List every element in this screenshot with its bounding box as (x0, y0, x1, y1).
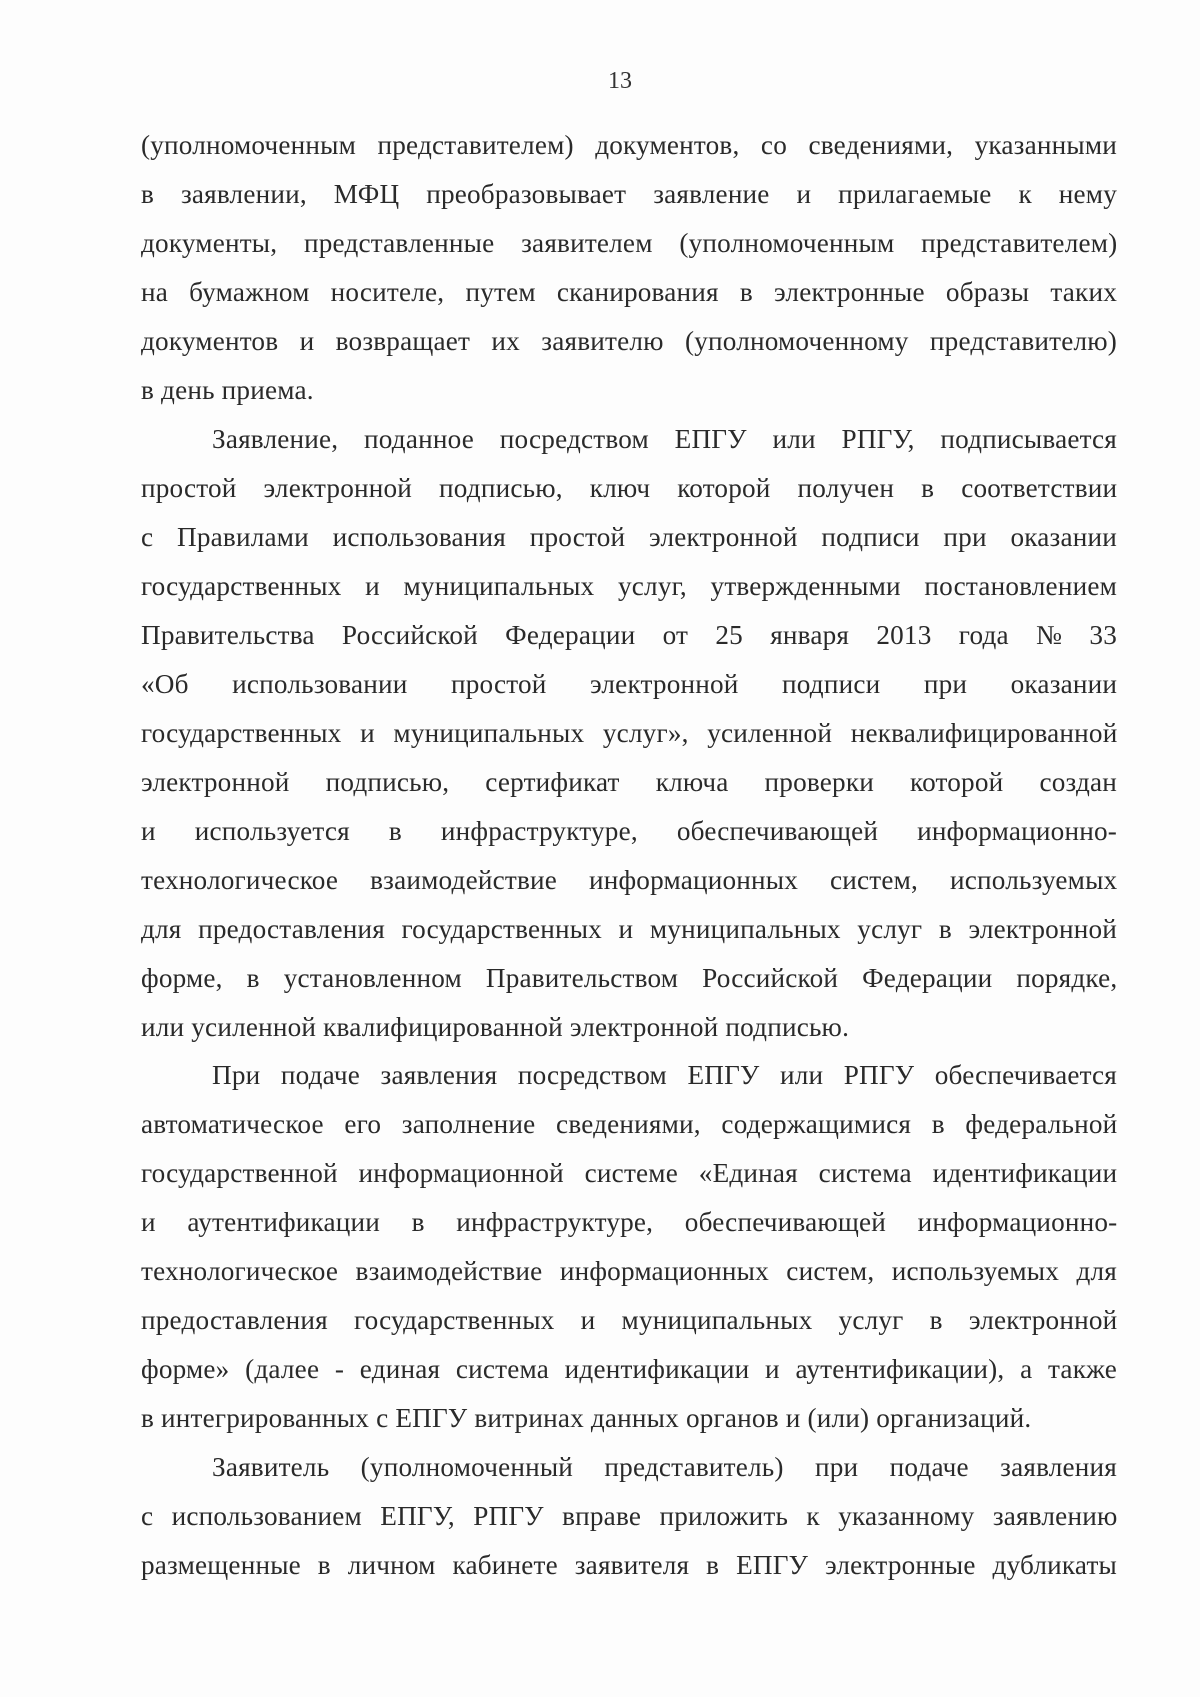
text-line: государственной информационной системе «Единая система идентификации (141, 1158, 1118, 1188)
text-line: государственных и муниципальных услуг, утвержденными постановлением (141, 571, 1117, 601)
text-line: документов и возвращает их заявителю (уполномоченному представителю) (141, 326, 1118, 356)
text-line: размещенные в личном кабинете заявителя в ЕПГУ электронные дубликаты (141, 1550, 1117, 1580)
text-line: Заявление, поданное посредством ЕПГУ или РПГУ, подписывается (212, 424, 1117, 454)
text-line: в интегрированных с ЕПГУ витринах данных органов и (или) организаций. (141, 1403, 1032, 1433)
text-line: технологическое взаимодействие информационных систем, используемых (141, 865, 1118, 895)
text-line: электронной подписью, сертификат ключа проверки которой создан (141, 767, 1117, 797)
page-number: 13 (608, 68, 632, 94)
text-line: Правительства Российской Федерации от 25 января 2013 года № 33 (141, 620, 1117, 650)
text-line: на бумажном носителе, путем сканирования в электронные образы таких (141, 277, 1117, 307)
text-line: для предоставления государственных и муниципальных услуг в электронной (141, 914, 1117, 944)
text-line: с Правилами использования простой электронной подписи при оказании (141, 522, 1117, 552)
text-line: в день приема. (141, 375, 314, 405)
text-line: При подаче заявления посредством ЕПГУ или РПГУ обеспечивается (212, 1060, 1117, 1090)
text-line: простой электронной подписью, ключ которой получен в соответствии (141, 473, 1118, 503)
text-line: и используется в инфраструктуре, обеспечивающей информационно- (141, 816, 1117, 846)
text-line: технологическое взаимодействие информационных систем, используемых для (141, 1256, 1117, 1286)
paragraph-applicant-attachments (141, 1443, 1117, 1590)
text-line: государственных и муниципальных услуг», усиленной неквалифицированной (141, 718, 1118, 748)
paragraph-auto-fill (141, 1051, 1117, 1443)
paragraph-signature-rules (141, 415, 1117, 1052)
text-line: форме» (далее - единая система идентификации и аутентификации), а также (141, 1354, 1117, 1384)
text-line: или усиленной квалифицированной электронной подписью. (141, 1012, 850, 1042)
text-line: «Об использовании простой электронной подписи при оказании (141, 669, 1118, 699)
text-line: (уполномоченным представителем) документов, со сведениями, указанными (141, 130, 1117, 160)
text-line: форме, в установленном Правительством Российской Федерации порядке, (141, 963, 1118, 993)
paragraph-continuation (141, 121, 1117, 415)
text-line: предоставления государственных и муниципальных услуг в электронной (141, 1305, 1118, 1335)
text-line: с использованием ЕПГУ, РПГУ вправе приложить к указанному заявлению (141, 1501, 1118, 1531)
text-line: в заявлении, МФЦ преобразовывает заявление и прилагаемые к нему (141, 179, 1117, 209)
text-line: Заявитель (уполномоченный представитель) при подаче заявления (212, 1452, 1117, 1482)
text-line: документы, представленные заявителем (уполномоченным представителем) (141, 228, 1118, 258)
text-line: автоматическое его заполнение сведениями, содержащимися в федеральной (141, 1109, 1118, 1139)
text-line: и аутентификации в инфраструктуре, обеспечивающей информационно- (141, 1207, 1118, 1237)
